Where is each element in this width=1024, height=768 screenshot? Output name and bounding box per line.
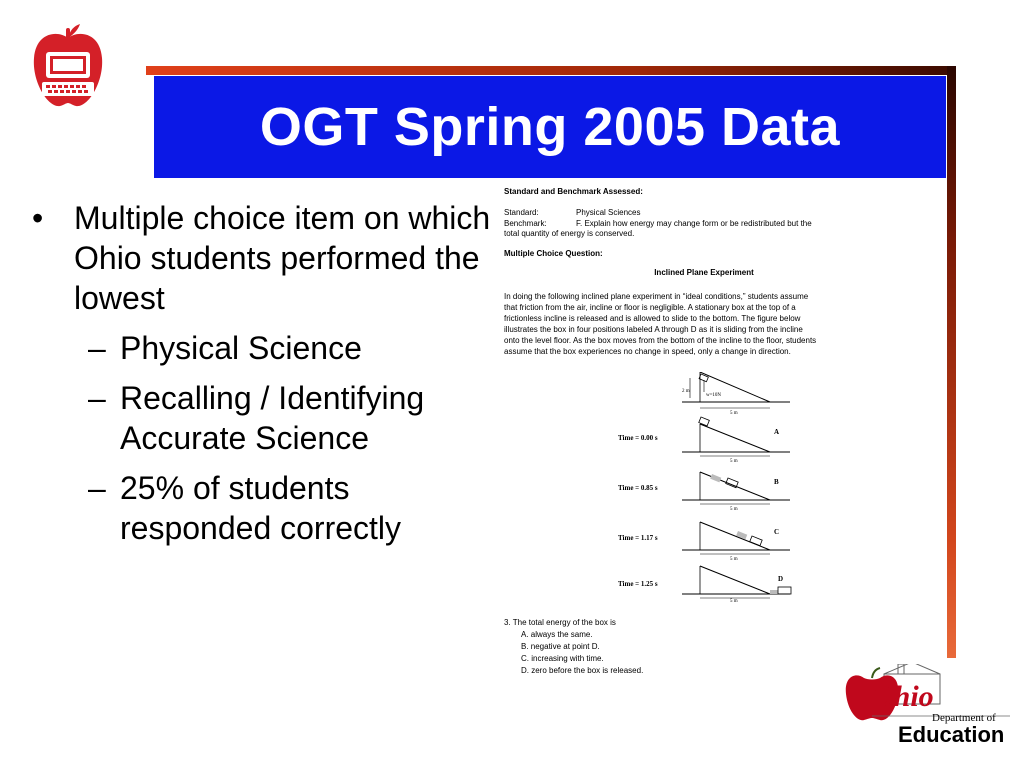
svg-text:5 m: 5 m	[730, 507, 738, 512]
standard-value: Physical Sciences	[576, 208, 641, 217]
ode-department-text: Department of	[932, 712, 996, 724]
standard-label: Standard:	[504, 208, 539, 217]
sub-bullet-dash: –	[88, 330, 106, 366]
answer-option-c: C. increasing with time.	[521, 654, 604, 663]
height-label: 2 m	[682, 389, 690, 394]
apple-computer-logo	[28, 24, 108, 110]
time-label-d: Time = 1.25 s	[618, 580, 658, 588]
length-label: 5 m	[730, 411, 738, 416]
bullet-main	[30, 198, 500, 318]
sub-bullet-dash: –	[88, 470, 106, 506]
sub-bullet-text: Physical Science	[120, 330, 362, 366]
answer-option-d: D. zero before the box is released.	[521, 666, 644, 675]
panel-letter-b: B	[774, 478, 779, 486]
paragraph-line: frictionless incline is released and is allowed to slide to the bottom. The figure below	[504, 314, 801, 323]
slide-title: OGT Spring 2005 Data	[259, 97, 841, 157]
time-label-a: Time = 0.00 s	[618, 434, 658, 442]
paragraph-line: that friction from the air, incline or floor is negligible. A stationary box at the top of a	[504, 303, 796, 312]
experiment-title: Inclined Plane Experiment	[654, 268, 754, 277]
sub-bullet-dash: –	[88, 380, 106, 416]
panel-c	[618, 522, 790, 562]
paragraph-line: assume that the box experiences no change in speed, only a change in direction.	[504, 347, 791, 356]
svg-text:5 m: 5 m	[730, 557, 738, 562]
title-frame-top	[146, 66, 956, 75]
paragraph-line: In doing the following inclined plane experiment in “ideal conditions,” students assume	[504, 292, 809, 301]
ode-education-text: Education	[898, 722, 1005, 747]
sub-bullet-text: 25% of students responded correctly	[120, 470, 402, 546]
time-label-c: Time = 1.17 s	[618, 534, 658, 542]
question-text: 3. The total energy of the box is	[504, 618, 616, 627]
bullet-list	[30, 198, 500, 548]
sub-bullet-percent-correct	[30, 468, 500, 548]
panel-d	[618, 566, 791, 602]
weight-label: w=10N	[706, 393, 722, 398]
sub-bullet-text: Recalling / Identifying Accurate Science	[120, 380, 425, 456]
mc-heading: Multiple Choice Question:	[504, 249, 603, 258]
doc-heading: Standard and Benchmark Assessed:	[504, 187, 643, 196]
benchmark-label: Benchmark:	[504, 219, 547, 228]
panel-letter-a: A	[774, 428, 780, 436]
paragraph-line: onto the level floor. As the box moves from the bottom of the incline to the floor, students	[504, 336, 817, 345]
benchmark-continued: total quantity of energy is conserved.	[504, 229, 635, 238]
sub-bullet-physical-science	[30, 328, 500, 368]
title-frame-right	[947, 66, 956, 658]
paragraph-line: illustrates the box in four positions labeled A through D as it is sliding from the incline	[504, 325, 803, 334]
answer-option-a: A. always the same.	[521, 630, 593, 639]
bullet-dot: •	[32, 200, 44, 236]
time-label-b: Time = 0.85 s	[618, 484, 658, 492]
benchmark-value: F. Explain how energy may change form or be redistributed but the	[576, 219, 812, 228]
answer-option-b: B. negative at point D.	[521, 642, 600, 651]
svg-text:5 m: 5 m	[730, 459, 738, 464]
panel-letter-d: D	[778, 575, 784, 583]
panel-a	[618, 417, 790, 464]
inclined-plane-figure	[600, 372, 900, 602]
incline-diagram-overview	[682, 372, 790, 416]
panel-letter-c: C	[774, 528, 780, 536]
experiment-paragraph	[504, 291, 904, 357]
bullet-main-text: Multiple choice item on which Ohio students performed the lowest	[74, 200, 491, 316]
sub-bullet-recalling	[30, 378, 500, 458]
svg-text:5 m: 5 m	[730, 599, 738, 602]
ode-logo-ohio-text: Ohio	[872, 680, 934, 713]
assessment-document	[504, 186, 944, 686]
panel-b	[618, 472, 790, 512]
